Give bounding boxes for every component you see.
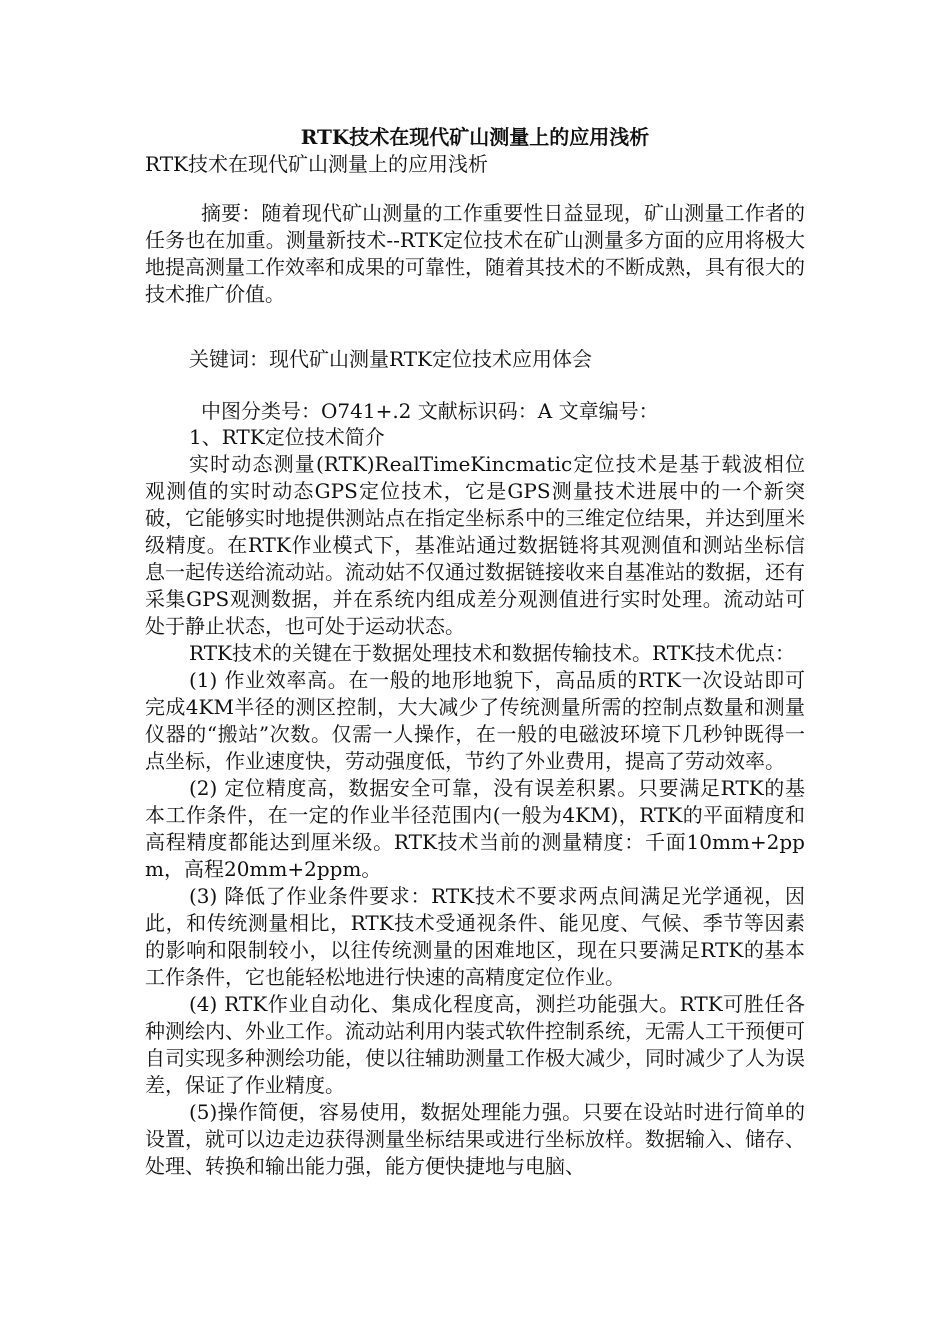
body-paragraph: RTK技术的关键在于数据处理技术和数据传输技术。RTK技术优点：	[189, 641, 795, 665]
body-paragraph: (4) RTK作业自动化、集成化程度高，测拦功能强大。RTK可胜任各种测绘内、外业工作。流动站利用内装式软件控制系统，无需人工干预便可自司实现多种测绘功能，使以往辅助测量工作极大减少，同时减少了人为误差，保证了作业精度。	[145, 992, 805, 1097]
body-paragraph: (1) 作业效率高。在一般的地形地貌下，高品质的RTK一次设站即可完成4KM半径的测区控制，大大减少了传统测量所需的控制点数量和测量仪器的“搬站”次数。仅需一人操作，在一般的电磁波环境下几秒钟既得一点坐标，作业速度快，劳动强度低，节约了外业费用，提高了劳动效率。	[145, 668, 805, 773]
abstract-paragraph: 摘要：随着现代矿山测量的工作重要性日益显现，矿山测量工作者的任务也在加重。测量新技术--RTK定位技术在矿山测量多方面的应用将极大地提高测量工作效率和成果的可靠性，随着其技术的不断成熟，具有很大的技术推广价值。	[145, 201, 805, 306]
keywords-line: 关键词：现代矿山测量RTK定位技术应用体会	[189, 347, 592, 371]
section-heading: 1、RTK定位技术简介	[189, 425, 385, 449]
classification-line: 中图分类号：O741+.2 文献标识码：A 文章编号：	[201, 399, 659, 423]
document-body	[145, 424, 805, 1180]
document-subtitle: RTK技术在现代矿山测量上的应用浅析	[145, 152, 488, 176]
body-paragraph: (5)操作简便，容易使用，数据处理能力强。只要在设站时进行简单的设置，就可以边走边获得测量坐标结果或进行坐标放样。数据输入、储存、处理、转换和输出能力强，能方便快捷地与电脑、	[145, 1100, 805, 1178]
document-title: RTK技术在现代矿山测量上的应用浅析	[300, 125, 650, 149]
body-paragraph: (3) 降低了作业条件要求：RTK技术不要求两点间满足光学通视，因此，和传统测量相比，RTK技术受通视条件、能见度、气候、季节等因素的影响和限制较小，以往传统测量的困难地区，现在只要满足RTK的基本工作条件，它也能轻松地进行快速的高精度定位作业。	[145, 884, 805, 989]
body-paragraph: (2) 定位精度高，数据安全可靠，没有误差积累。只要满足RTK的基本工作条件，在一定的作业半径范围内(一般为4KM)，RTK的平面精度和高程精度都能达到厘米级。RTK技术当前的测量精度：千面10mm+2ppm，高程20mm+2ppm。	[145, 776, 805, 881]
body-paragraph: 实时动态测量(RTK)RealTimeKincmatic定位技术是基于载波相位观测值的实时动态GPS定位技术，它是GPS测量技术进展中的一个新突破，它能够实时地提供测站点在指定坐标系中的三维定位结果，并达到厘米级精度。在RTK作业模式下，基准站通过数据链将其观测值和测站坐标信息一起传送给流动站。流动姑不仅通过数据链接收来自基准站的数据，还有采集GPS观测数据，并在系统内组成差分观测值进行实时处理。流动站可处于静止状态，也可处于运动状态。	[145, 452, 805, 638]
